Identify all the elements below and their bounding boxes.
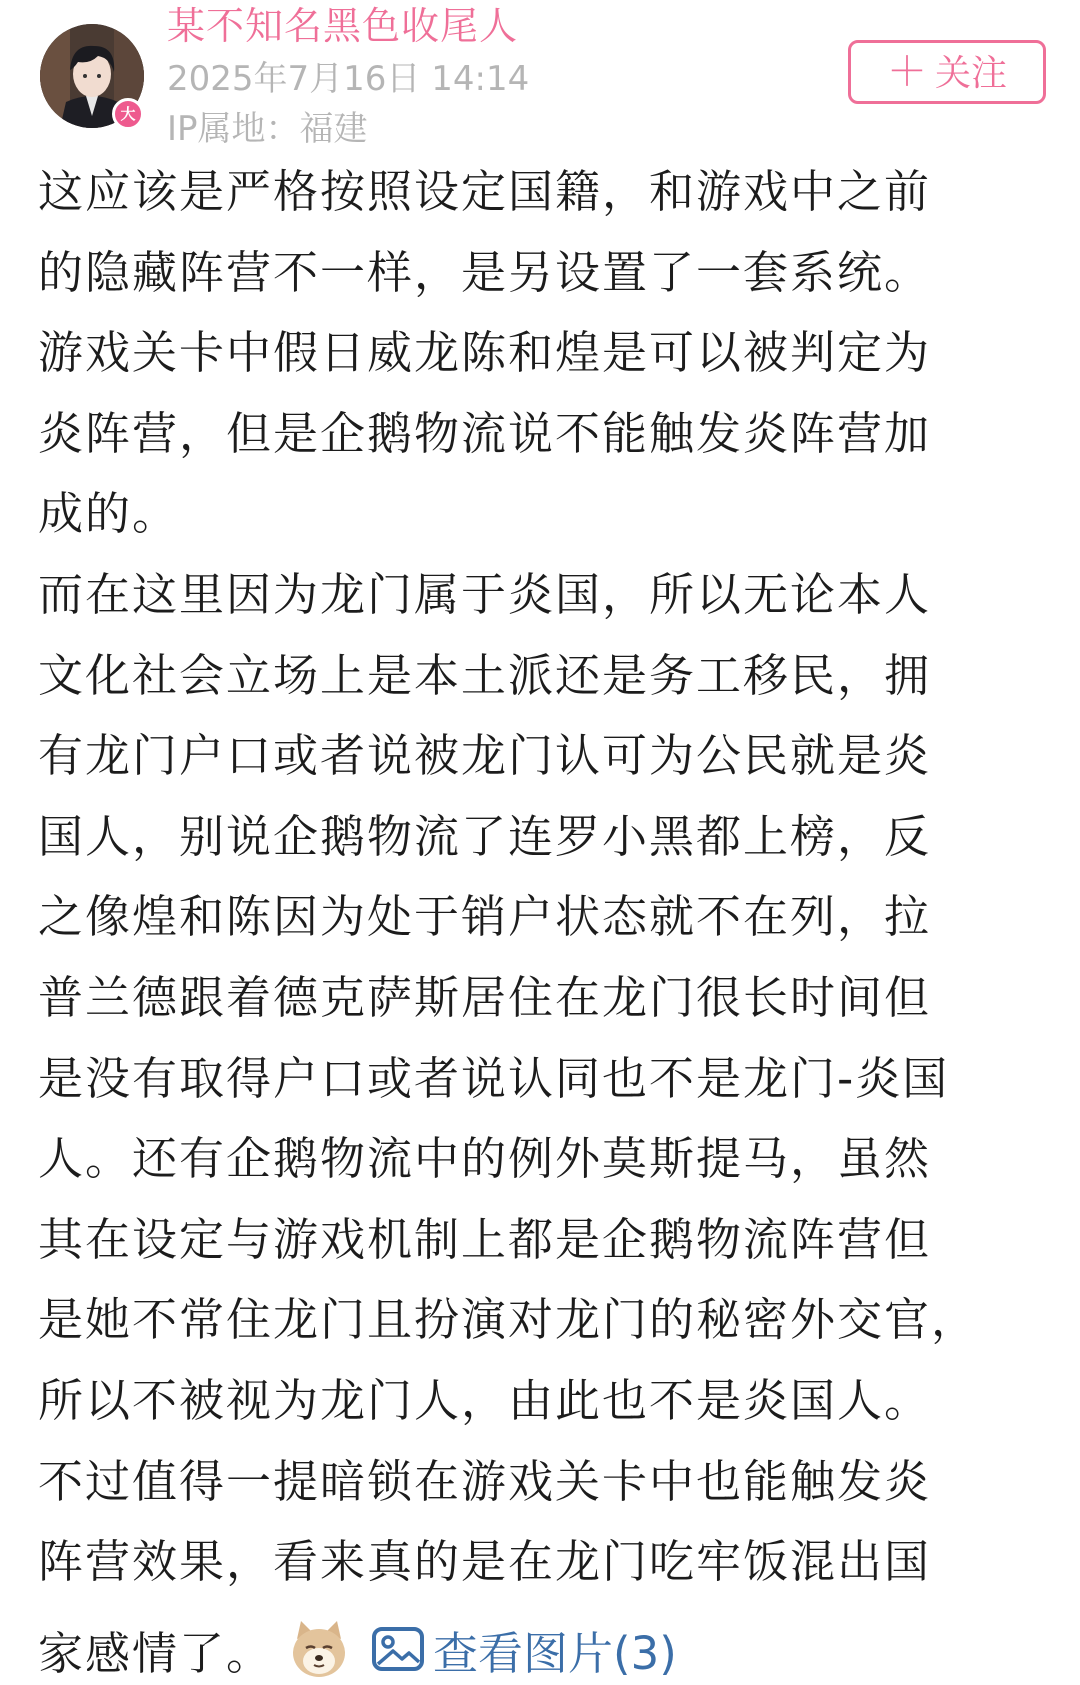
post-line: 不过值得一提暗锁在游戏关卡中也能触发炎 bbox=[38, 1454, 932, 1508]
post-line: 所以不被视为龙门人，由此也不是炎国人。 bbox=[38, 1373, 932, 1427]
username[interactable]: 某不知名黑色收尾人 bbox=[167, 4, 519, 48]
post-line: 这应该是严格按照设定国籍，和游戏中之前 bbox=[38, 165, 932, 218]
plus-icon: ＋ bbox=[886, 49, 927, 95]
post-last-line bbox=[38, 1614, 677, 1684]
post-line: 炎阵营，但是企鹅物流说不能触发炎阵营加 bbox=[38, 406, 932, 460]
post-line: 普兰德跟着德克萨斯居住在龙门很长时间但 bbox=[38, 970, 932, 1024]
post-line: 是她不常住龙门且扮演对龙门的秘密外交官， bbox=[38, 1293, 979, 1347]
post-line: 其在设定与游戏机制上都是企鹅物流阵营但 bbox=[38, 1212, 932, 1266]
post-timestamp: 2025年7月16日 14:14 bbox=[167, 59, 530, 99]
post-line-last: 家感情了。 bbox=[38, 1626, 274, 1680]
level-badge: 大 bbox=[112, 98, 144, 130]
post-line: 是没有取得户口或者说认同也不是龙门-炎国 bbox=[38, 1051, 950, 1105]
follow-button[interactable] bbox=[848, 40, 1046, 104]
post-line: 有龙门户口或者说被龙门认可为公民就是炎 bbox=[38, 729, 932, 783]
post-line: 而在这里因为龙门属于炎国，所以无论本人 bbox=[38, 567, 932, 621]
view-images-link[interactable] bbox=[371, 1617, 677, 1682]
image-icon bbox=[371, 1626, 425, 1672]
post-line: 成的。 bbox=[38, 487, 180, 541]
post-body bbox=[38, 152, 1054, 1603]
post-line: 文化社会立场上是本土派还是务工移民，拥 bbox=[38, 648, 932, 702]
post-line: 阵营效果，看来真的是在龙门吃牢饭混出国 bbox=[38, 1535, 932, 1589]
post-line: 游戏关卡中假日威龙陈和煌是可以被判定为 bbox=[38, 326, 932, 380]
post-header bbox=[0, 0, 1080, 150]
view-images-label[interactable]: 查看图片(3) bbox=[433, 1626, 677, 1680]
post-line: 的隐藏阵营不一样，是另设置了一套系统。 bbox=[38, 245, 932, 299]
post-line: 国人，别说企鹅物流了连罗小黑都上榜，反 bbox=[38, 809, 932, 863]
ip-location: IP属地：福建 bbox=[167, 109, 368, 149]
shiba-dog-emoji-icon bbox=[287, 1617, 351, 1681]
post-line: 之像煌和陈因为处于销户状态就不在列，拉 bbox=[38, 890, 932, 944]
post-line: 人。还有企鹅物流中的例外莫斯提马，虽然 bbox=[38, 1132, 932, 1186]
follow-label: 关注 bbox=[934, 53, 1007, 94]
